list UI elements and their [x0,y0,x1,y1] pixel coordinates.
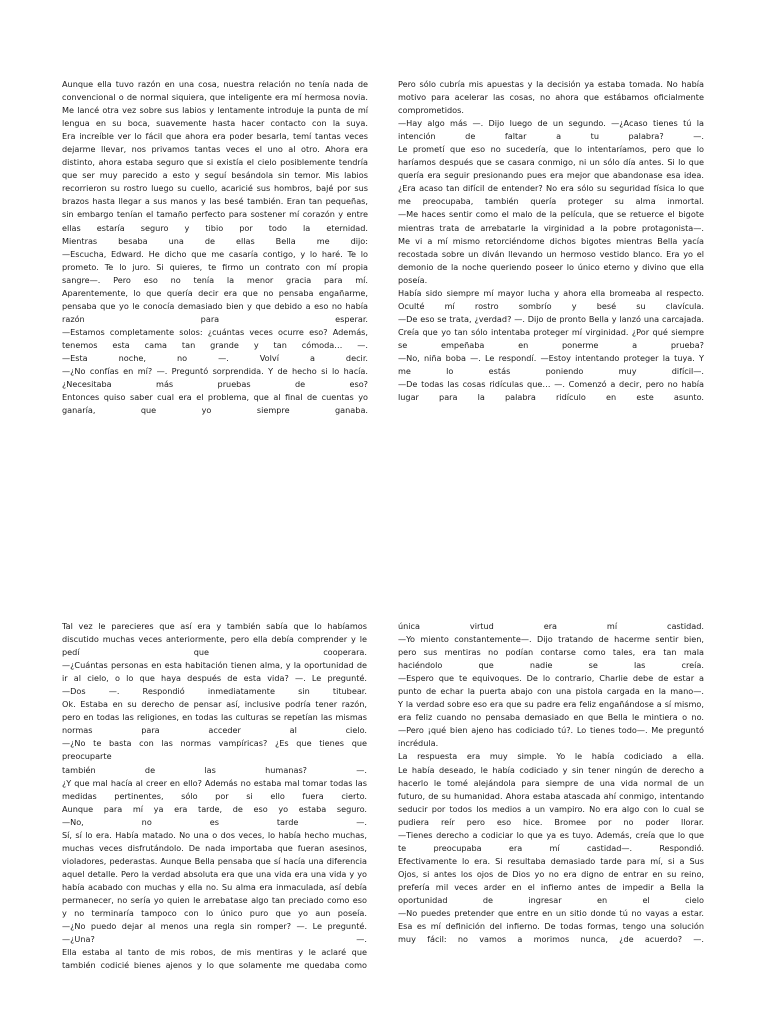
text-line: me lo estás poniendo muy difícil—. [398,366,704,377]
text-line: dejarme llevar, nos privamos tantas veces el uno al otro. Ahora era [62,144,368,155]
text-line: razón para esperar. [62,313,368,324]
text-line: —Me haces sentir como el malo de la película, que se retuerce el bigote [398,209,704,220]
text-line: ¿Era acaso tan difícil de entender? No era sólo su seguridad física lo que [398,183,704,194]
text-line: Efectivamente lo era. Si resultaba demasiado tarde para mí, si a Sus [398,855,704,866]
text-line: ir al cielo, o lo que haya después de esta vida? —. Le pregunté. [62,673,367,684]
text-line: —¿Cuántas personas en esta habitación tienen alma, y la oportunidad de [62,660,367,671]
text-line: había acabado con muchas y ella no. Su alma era inmaculada, así debía [62,881,367,892]
text-line: La respuesta era muy simple. Yo le había codiciado a ella. [398,751,704,762]
text-line: oportunidad de ingresar en el cielo [398,894,704,905]
text-line: única virtud era mí castidad. [398,621,704,631]
text-line: pudiera reír pero eso hice. Bromee por no poder llorar. [398,816,704,827]
text-line: que ser muy parecido a esto y seguí besándola sin temor. Mis labios [62,170,368,181]
text-line: demonio de la noche queriendo poseer lo único eterno y divino que ella [398,261,704,272]
text-line: prometo. Te lo juro. Si quieres, te firmo un contrato con mí propia [62,261,368,272]
text-line: Le prometí que eso no sucedería, que lo intentaríamos, pero que lo [398,144,704,155]
text-line: pedí que cooperara. [62,647,367,658]
text-column-top-right [398,78,704,404]
text-line: normas para acceder al cielo. [62,725,367,736]
text-line: —No puedes pretender que entre en un sitio donde tú no vayas a estar. [398,908,704,919]
text-line: violadores, pederastas. Aunque Bella pensaba que sí hacía una diferencia [62,855,367,866]
text-line: Aunque ella tuvo razón en una cosa, nuestra relación no tenía nada de [62,79,368,89]
text-line: sin embargo tenían el tamaño perfecto para sostener mí corazón y entre [62,209,368,220]
text-column-bottom-right [398,620,704,946]
text-line: pero en todas las religiones, en todas las culturas se repetían las mismas [62,712,367,723]
text-line: ¿Y que mal hacía al creer en ello? Además no estaba mal tomar todas las [62,777,367,788]
text-line: ¿Necesitaba más pruebas de eso? [62,379,368,390]
text-line: —Dos —. Respondió inmediatamente sin titubear. [62,686,367,697]
text-line: —Pero ¡qué bien ajeno has codiciado tú?. Lo tienes todo—. Me preguntó [398,725,704,736]
text-line: tenemos esta cama tan grande y tan cómoda… —. [62,339,368,350]
text-line: me preocupaba, también quería proteger su alma inmortal. [398,196,704,207]
text-line: era feliz cuando no pensaba demasiado en que Bella le mintiera o no. [398,712,704,723]
text-line: recorrieron su rostro luego su cuello, acaricié sus hombros, bajé por sus [62,183,368,194]
text-line: aquel detalle. Pero la verdad absoluta era que una vida era una vida y yo [62,868,367,879]
text-line: —¿No te basta con las normas vampíricas? ¿Es que tienes que preocuparte [62,738,367,762]
text-line: distinto, ahora estaba seguro que si existía el cielo posiblemente tendría [62,157,368,168]
text-line: convencional o de normal siquiera, que inteligente era mí hermosa novia. [62,92,368,103]
text-line: —No, no es tarde —. [62,816,367,827]
text-line: se empeñaba en ponerme a prueba? [398,339,704,350]
text-line: pensaba que yo le conocía demasiado bien y que debido a eso no había [62,300,368,311]
text-line: —¿Una? —. [62,934,367,945]
text-line: Me lancé otra vez sobre sus labios y lentamente introduje la punta de mí [62,105,368,116]
text-line: muy fácil: no vamos a morimos nunca, ¿de acuerdo? —. [398,934,704,945]
text-line: punto de echar la puerta abajo con una pistola cargada en la mano—. [398,686,704,697]
text-line: intención de faltar a tu palabra? —. [398,131,704,142]
text-line: pero sus mentiras no podían contarse como tales, era tan mala [398,647,704,658]
text-line: motivo para acelerar las cosas, no ahora que estábamos oficialmente [398,92,704,103]
text-line: Aparentemente, lo que quería decir era que no pensaba engañarme, [62,287,368,298]
text-line: brazos hasta llegar a sus manos y las besé también. Eran tan pequeñas, [62,196,368,207]
text-line: Ella estaba al tanto de mis robos, de mis mentiras y le aclaré que [62,947,367,958]
text-line: —No, niña boba —. Le respondí. —Estoy intentando proteger la tuya. Y [398,352,704,363]
text-line: permanecer, no sería yo quien le arrebatase algo tan preciado como eso [62,894,367,905]
text-line: —Hay algo más —. Dijo luego de un segundo. —¿Acaso tienes tú la [398,118,704,129]
text-line: lengua en su boca, suavemente hasta hacer contacto con la suya. [62,118,368,129]
text-line: incrédula. [398,738,439,749]
text-line: lugar para la palabra ridículo en este asunto. [398,392,704,403]
text-line: ellas estaría seguro y tibio por todo la eternidad. [62,222,368,233]
text-line: hacerlo le tomé alejándola para siempre de una vida normal de un [398,777,704,788]
text-column-top-left [62,78,368,417]
text-column-bottom-left [62,620,367,972]
text-line: —¿No confías en mí? —. Preguntó sorprendida. Y de hecho si lo hacía. [62,366,368,377]
text-line: Y la verdad sobre eso era que su padre era feliz engañándose a sí mismo, [398,699,704,710]
text-line: —Estamos completamente solos: ¿cuántas veces ocurre eso? Además, [62,326,368,337]
text-line: —Tienes derecho a codiciar lo que ya es tuyo. Además, creía que lo que [398,829,704,840]
text-line: prefería mil veces arder en el infierno antes de impedir a Bella la [398,881,704,892]
text-line: —¿No puedo dejar al menos una regla sin romper? —. Le pregunté. [62,921,367,932]
text-line: recostada sobre un diván llevando un hermoso vestido blanco. Era yo el [398,248,704,259]
text-line: Creía que yo tan sólo intentaba proteger mí virginidad. ¿Por qué siempre [398,326,704,337]
text-line: Tal vez le parecieres que así era y también sabía que lo habíamos [62,621,367,631]
text-line: Entonces quiso saber cual era el problema, que al final de cuentas yo [62,392,368,403]
text-line: Ojos, si antes los ojos de Dios yo no era digno de entrar en su reino, [398,868,704,879]
text-line: Sí, sí lo era. Había matado. No una o dos veces, lo había hecho muchas, [62,829,367,840]
text-line: medidas pertinentes, sólo por si ello fuera cierto. [62,790,367,801]
text-line: Le había deseado, le había codiciado y sin tener ningún de derecho a [398,764,704,775]
text-line: —De todas las cosas ridículas que… —. Comenzó a decir, pero no había [398,379,704,390]
text-line: discutido muchas veces anteriormente, pero ella debía comprender y le [62,634,367,645]
text-line: ganaría, que yo siempre ganaba. [62,405,368,416]
text-line: mientras trata de arrebatarle la virginidad a la pobre protagonista—. [398,222,704,233]
text-line: —Yo miento constantemente—. Dijo tratando de hacerme sentir bien, [398,634,704,645]
text-line: sangre—. Pero eso no tenía la menor gracia para mí. [62,274,368,285]
text-line: —Esta noche, no —. Volví a decir. [62,352,368,363]
text-line: haríamos después que se casara conmigo, ni un sólo día antes. Si lo que [398,157,704,168]
text-line: te preocupaba era mí castidad—. Respondió. [398,842,704,853]
text-line: también de las humanas? —. [62,764,367,775]
text-line: poseía. [398,274,428,285]
text-line: seducir por todos los medios a un vampiro. No era algo con lo cual se [398,803,704,814]
text-line: —De eso se trata, ¿verdad? —. Dijo de pronto Bella y lanzó una carcajada. [398,313,704,324]
text-line: Aunque para mí ya era tarde, de eso yo estaba seguro. [62,803,367,814]
text-line: Me vi a mí mismo retorciéndome dichos bigotes mientras Bella yacía [398,235,704,246]
text-line: también codicié bienes ajenos y lo que solamente me quedaba como [62,960,367,971]
text-line: quería era seguir presionando pues era mejor que abandonase esa idea. [398,170,704,181]
text-line: muchas veces disfrutándolo. De nada importaba que fueran asesinos, [62,842,367,853]
text-line: Esa es mí definición del infierno. De todas formas, tengo una solución [398,921,704,932]
text-line: Era increíble ver lo fácil que ahora era poder besarla, temí tantas veces [62,131,368,142]
text-line: comprometidos. [398,105,464,116]
text-line: Mientras besaba una de ellas Bella me dijo: [62,235,368,246]
text-line: Había sido siempre mí mayor lucha y ahora ella bromeaba al respecto. [398,287,704,298]
text-line: haciéndolo que nadie se las creía. [398,660,704,671]
text-line: futuro, de su humanidad. Ahora estaba atascada ahí conmigo, intentando [398,790,704,801]
text-line: y no terminaría tampoco con lo único puro que yo aun poseía. [62,908,367,919]
text-line: Ok. Estaba en su derecho de pensar así, inclusive podría tener razón, [62,699,367,710]
text-line: Pero sólo cubría mis apuestas y la decisión ya estaba tomada. No había [398,79,704,89]
text-line: —Espero que te equivoques. De lo contrario, Charlie debe de estar a [398,673,704,684]
text-line: —Escucha, Edward. He dicho que me casaría contigo, y lo haré. Te lo [62,248,368,259]
text-line: Oculté mí rostro sombrío y besé su clavícula. [398,300,704,311]
